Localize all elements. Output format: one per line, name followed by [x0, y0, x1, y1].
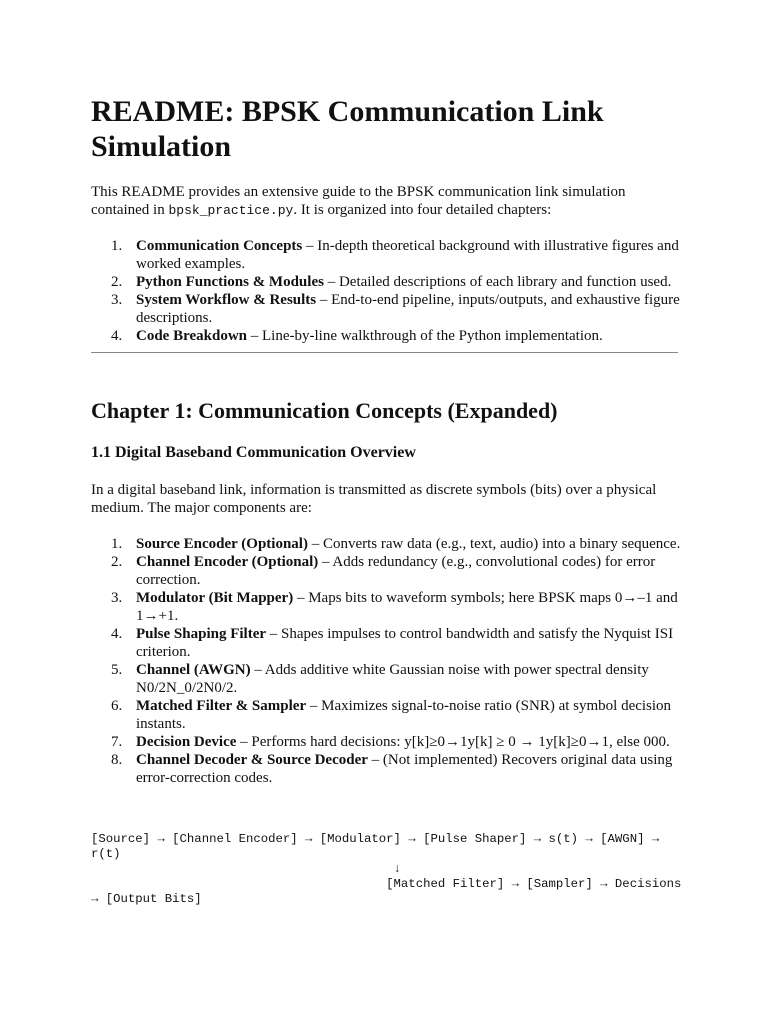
component-list-item [91, 625, 681, 661]
intro-text-after: . It is organized into four detailed chapters: [293, 202, 552, 218]
intro-filename: bpsk_practice.py [168, 203, 294, 218]
component-description: – Maximizes signal-to-noise ratio (SNR) at symbol decision instants. [136, 698, 672, 732]
chapter-name: Python Functions & Modules [136, 274, 324, 290]
list-number: 6. [111, 698, 123, 714]
list-number: 8. [111, 752, 123, 768]
component-list-item [91, 697, 681, 733]
component-list-item [91, 589, 681, 625]
list-number: 2. [111, 274, 123, 290]
page-title: README: BPSK Communication Link Simulation [91, 95, 604, 163]
component-list-item [91, 751, 681, 787]
block-diagram [91, 832, 681, 907]
component-description: – Performs hard decisions: y[k]≥0→1y[k] ≥ 0 → 1y[k]≥0→1, else 000. [236, 734, 670, 750]
chapter-description: – In-depth theoretical background with illustrative figures and worked examples. [136, 238, 679, 272]
section-divider [91, 352, 678, 353]
component-list-item [91, 553, 681, 589]
component-description: – Maps bits to waveform symbols; here BPSK maps 0→–1 and 1→+1. [136, 590, 678, 624]
component-name: Matched Filter & Sampler [136, 698, 307, 714]
component-name: Pulse Shaping Filter [136, 626, 267, 642]
list-number: 3. [111, 590, 123, 606]
chapter-description: – End-to-end pipeline, inputs/outputs, and exhaustive figure descriptions. [136, 292, 680, 326]
components-list [91, 535, 681, 787]
chapter-description: – Detailed descriptions of each library and function used. [323, 274, 672, 290]
diagram-line: → [Output Bits] [91, 892, 202, 906]
component-name: Source Encoder (Optional) [136, 536, 308, 552]
component-name: Channel Decoder & Source Decoder [136, 752, 368, 768]
diagram-line: r(t) [91, 847, 121, 861]
list-number: 2. [111, 554, 123, 570]
component-name: Decision Device [136, 734, 237, 750]
component-name: Modulator (Bit Mapper) [136, 590, 294, 606]
list-number: 3. [111, 292, 123, 308]
chapter-list-item [91, 237, 681, 273]
component-description: – Adds redundancy (e.g., convolutional codes) for error correction. [136, 554, 656, 588]
list-number: 5. [111, 662, 123, 678]
list-number: 1. [111, 536, 123, 552]
intro-text-before: This README provides an extensive guide to the BPSK communication link simulation contained in [91, 184, 626, 218]
component-description: – (Not implemented) Recovers original data using error-correction codes. [136, 752, 673, 786]
chapter-list-item [91, 273, 681, 291]
chapter-list-item [91, 291, 681, 327]
intro-paragraph [91, 183, 681, 220]
component-description: – Adds additive white Gaussian noise with power spectral density N0/2N_0/2N0/2. [136, 662, 649, 696]
list-number: 7. [111, 734, 123, 750]
list-number: 4. [111, 626, 123, 642]
component-list-item [91, 661, 681, 697]
chapter-name: System Workflow & Results [136, 292, 317, 308]
component-list-item [91, 733, 681, 751]
diagram-line: [Matched Filter] → [Sampler] → Decisions [91, 877, 682, 891]
list-number: 1. [111, 238, 123, 254]
diagram-line: [Source] → [Channel Encoder] → [Modulator] → [Pulse Shaper] → s(t) → [AWGN] → [91, 832, 660, 846]
component-description: – Converts raw data (e.g., text, audio) into a binary sequence. [307, 536, 681, 552]
list-number: 4. [111, 328, 123, 344]
chapter-name: Communication Concepts [136, 238, 303, 254]
component-name: Channel Encoder (Optional) [136, 554, 319, 570]
diagram-line: ↓ [91, 862, 401, 876]
component-description: – Shapes impulses to control bandwidth and satisfy the Nyquist ISI criterion. [136, 626, 674, 660]
chapter-name: Code Breakdown [136, 328, 247, 344]
component-list-item [91, 535, 681, 553]
chapter-description: – Line-by-line walkthrough of the Python implementation. [247, 328, 603, 344]
section-heading: 1.1 Digital Baseband Communication Overview [91, 444, 416, 461]
chapter-heading: Chapter 1: Communication Concepts (Expanded) [91, 398, 558, 423]
chapter-list-item [91, 327, 681, 345]
component-name: Channel (AWGN) [136, 662, 251, 678]
chapter-list [91, 237, 681, 345]
overview-paragraph: In a digital baseband link, information is transmitted as discrete symbols (bits) over a physical medium. The major components are: [91, 482, 657, 516]
